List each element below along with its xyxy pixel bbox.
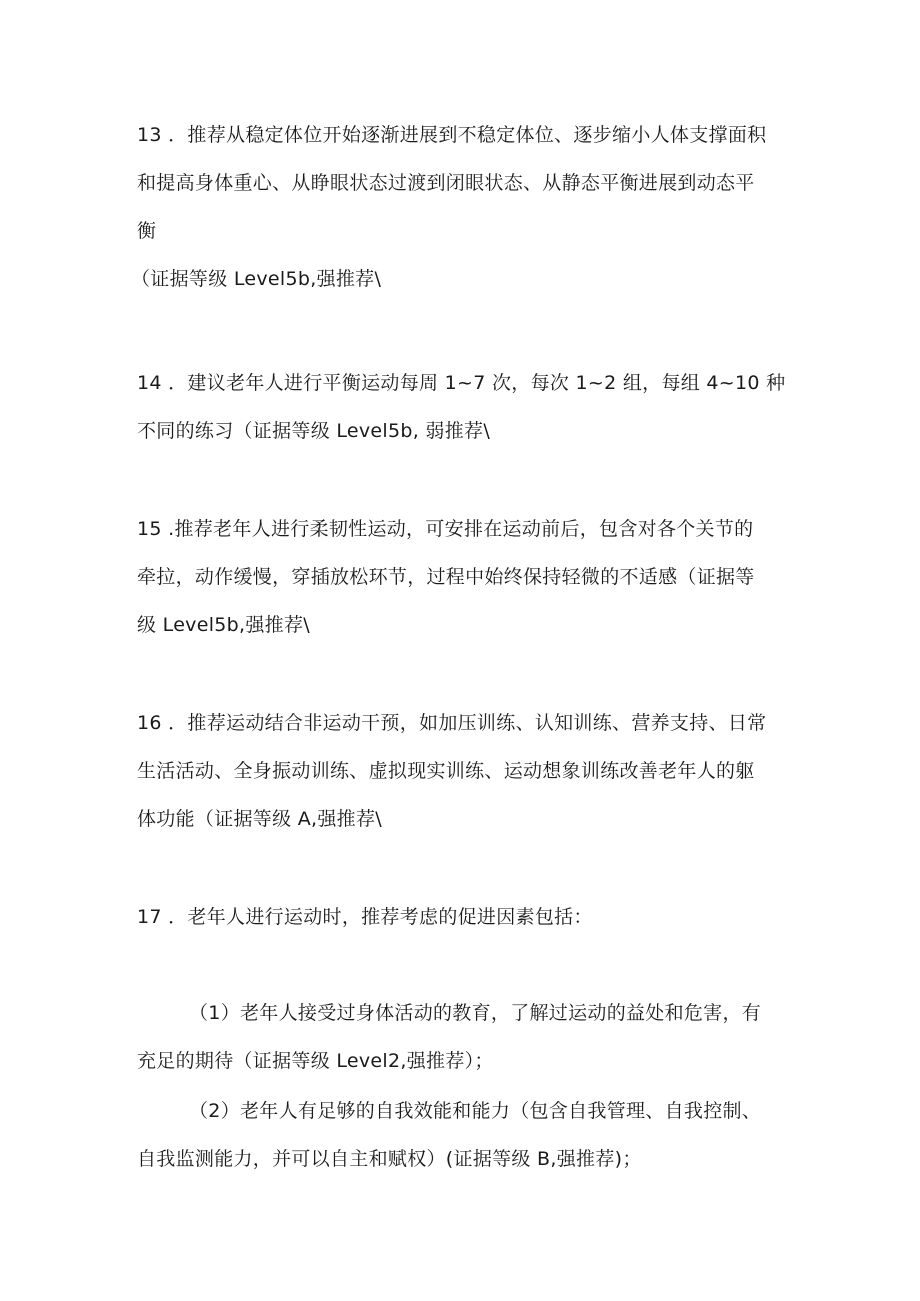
text-line: 14 ．建议老年人进行平衡运动每周 1~7 次，每次 1~2 组，每组 4~10 种 xyxy=(137,372,786,394)
text-line: 和提高身体重心、从睁眼状态过渡到闭眼状态、从静态平衡进展到动态平 xyxy=(137,172,755,194)
text-line: 15 .推荐老年人进行柔韧性运动，可安排在运动前后，包含对各个关节的 xyxy=(137,518,754,540)
text-line: （1）老年人接受过身体活动的教育，了解过运动的益处和危害，有 xyxy=(189,1002,762,1024)
text-line: 充足的期待（证据等级 Level2,强推荐）； xyxy=(137,1050,494,1072)
text-line: 13 ．推荐从稳定体位开始逐渐进展到不稳定体位、逐步缩小人体支撑面积 xyxy=(137,124,767,146)
facilitator-1 xyxy=(137,989,787,1085)
recommendation-16 xyxy=(137,699,787,843)
text-line: 不同的练习（证据等级 Level5b, 弱推荐\ xyxy=(137,420,491,442)
text-line: 级 Level5b,强推荐\ xyxy=(137,614,310,636)
evidence-line: （证据等级 Level5b,强推荐\ xyxy=(131,268,382,290)
text-line: 自我监测能力，并可以自主和赋权）(证据等级 B,强推荐)； xyxy=(137,1148,642,1170)
recommendation-14 xyxy=(137,359,787,455)
facilitator-2 xyxy=(137,1087,787,1183)
text-line: （2）老年人有足够的自我效能和能力（包含自我管理、自我控制、 xyxy=(189,1100,762,1122)
text-line: 牵拉，动作缓慢，穿插放松环节，过程中始终保持轻微的不适感（证据等 xyxy=(137,566,755,588)
text-line: 衡 xyxy=(137,220,157,242)
recommendation-17 xyxy=(137,893,787,941)
text-line: 16 ．推荐运动结合非运动干预，如加压训练、认知训练、营养支持、日常 xyxy=(137,712,767,734)
text-line: 生活活动、全身振动训练、虚拟现实训练、运动想象训练改善老年人的躯 xyxy=(137,760,755,782)
text-line: 17 ．老年人进行运动时，推荐考虑的促进因素包括： xyxy=(137,906,593,928)
recommendation-15 xyxy=(137,505,787,649)
text-line: 体功能（证据等级 A,强推荐\ xyxy=(137,808,382,830)
recommendation-13 xyxy=(131,111,787,303)
